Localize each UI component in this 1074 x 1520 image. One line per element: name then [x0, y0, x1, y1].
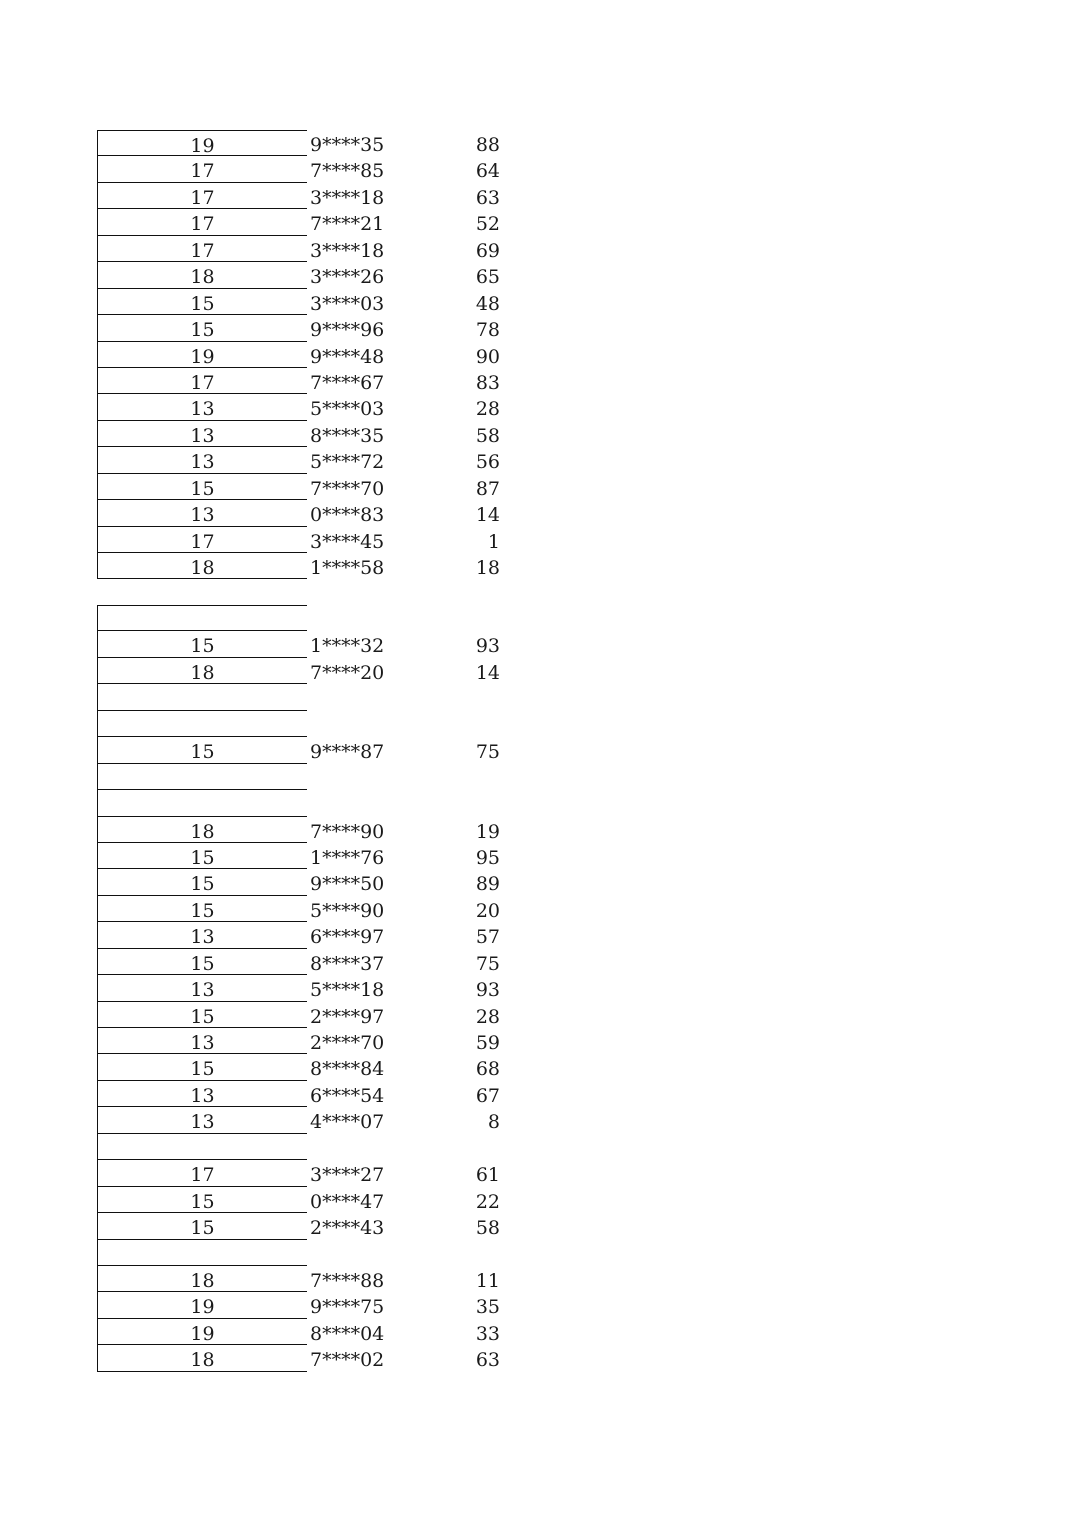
- table-row: [97, 315, 517, 341]
- table-row: [97, 421, 517, 447]
- masked-id-cell: 9****50: [310, 873, 385, 896]
- score-cell: 8: [487, 1111, 500, 1134]
- age-cell: 15: [97, 1187, 307, 1213]
- table-row: [97, 527, 517, 553]
- masked-id-cell: 7****21: [310, 213, 385, 236]
- masked-id-cell: 1****58: [310, 557, 385, 579]
- score-cell: 64: [475, 160, 500, 183]
- masked-id-cell: 3****18: [310, 186, 385, 209]
- age-cell: 13: [97, 1107, 307, 1133]
- masked-id-cell: 9****75: [310, 1296, 385, 1319]
- score-cell: 75: [475, 741, 500, 764]
- score-cell: 83: [475, 371, 500, 394]
- table-row: [97, 1028, 517, 1054]
- age-cell: 18: [97, 1345, 307, 1371]
- masked-id-cell: 3****27: [310, 1164, 385, 1187]
- masked-id-cell: 7****85: [310, 160, 385, 183]
- age-cell: [97, 711, 307, 737]
- masked-id-cell: [310, 684, 420, 710]
- table-row: [97, 1319, 517, 1345]
- score-cell: 63: [475, 186, 500, 209]
- age-cell: 17: [97, 527, 307, 553]
- table-row: [97, 843, 517, 869]
- age-cell: 15: [97, 896, 307, 922]
- score-cell: 52: [475, 213, 500, 236]
- age-cell: 19: [97, 1319, 307, 1345]
- table-row: [97, 342, 517, 368]
- masked-id-cell: 2****97: [310, 1005, 385, 1028]
- masked-id-cell: 5****72: [310, 451, 385, 474]
- table-row: [97, 605, 517, 631]
- score-cell: 28: [475, 1005, 500, 1028]
- masked-id-cell: 8****35: [310, 424, 385, 447]
- masked-id-cell: 0****83: [310, 504, 385, 527]
- age-cell: 17: [97, 368, 307, 394]
- masked-id-cell: [310, 764, 420, 790]
- table-row: [97, 975, 517, 1001]
- table-row: [97, 500, 517, 526]
- table-row: [97, 817, 517, 843]
- age-cell: 18: [97, 658, 307, 684]
- age-cell: 19: [97, 342, 307, 368]
- age-cell: 18: [97, 262, 307, 288]
- table-row: [97, 394, 517, 420]
- masked-id-cell: 7****88: [310, 1269, 385, 1292]
- masked-id-cell: 5****18: [310, 979, 385, 1002]
- masked-id-cell: 7****70: [310, 477, 385, 500]
- age-cell: [97, 1134, 307, 1160]
- score-cell: [420, 764, 500, 790]
- masked-id-cell: [310, 790, 420, 816]
- score-cell: [420, 1240, 500, 1266]
- table-row: [97, 949, 517, 975]
- table-row: [97, 737, 517, 763]
- table-row: [97, 130, 517, 156]
- masked-id-cell: 2****43: [310, 1217, 385, 1240]
- table-row: [97, 1213, 517, 1239]
- score-cell: 87: [475, 477, 500, 500]
- table-row: [97, 553, 517, 579]
- masked-id-cell: 7****20: [310, 661, 385, 684]
- masked-id-cell: 9****35: [310, 134, 385, 156]
- score-cell: 57: [475, 926, 500, 949]
- score-cell: 14: [475, 661, 500, 684]
- score-cell: 11: [475, 1269, 500, 1292]
- table-row: [97, 183, 517, 209]
- age-cell: 15: [97, 949, 307, 975]
- table-row: [97, 236, 517, 262]
- table-row: [97, 289, 517, 315]
- score-cell: 93: [475, 979, 500, 1002]
- age-cell: [97, 605, 307, 631]
- masked-id-cell: 7****90: [310, 820, 385, 843]
- masked-id-cell: 8****04: [310, 1322, 385, 1345]
- masked-id-cell: 3****03: [310, 292, 385, 315]
- masked-id-cell: [310, 1240, 420, 1266]
- score-cell: 35: [475, 1296, 500, 1319]
- age-cell: 13: [97, 447, 307, 473]
- score-cell: 59: [475, 1032, 500, 1054]
- age-cell: 15: [97, 289, 307, 315]
- table-row: [97, 1187, 517, 1213]
- table-row: [97, 1266, 517, 1292]
- masked-id-cell: 8****37: [310, 952, 385, 975]
- table-row: [97, 1160, 517, 1186]
- score-cell: [420, 711, 500, 737]
- score-cell: [420, 684, 500, 710]
- age-cell: 13: [97, 421, 307, 447]
- age-cell: 13: [97, 394, 307, 420]
- age-cell: 13: [97, 922, 307, 948]
- score-cell: [420, 605, 500, 631]
- masked-id-cell: 7****67: [310, 371, 385, 394]
- masked-id-cell: 3****26: [310, 266, 385, 289]
- masked-id-cell: 3****45: [310, 530, 385, 553]
- score-cell: 93: [475, 635, 500, 658]
- score-cell: 63: [475, 1349, 500, 1372]
- table-row: [97, 1345, 517, 1371]
- masked-id-cell: 6****54: [310, 1084, 385, 1107]
- score-cell: 89: [475, 873, 500, 896]
- age-cell: 15: [97, 1054, 307, 1080]
- table-row: [97, 1240, 517, 1266]
- age-cell: [97, 684, 307, 710]
- table-row: [97, 896, 517, 922]
- age-cell: 15: [97, 737, 307, 763]
- age-cell: 17: [97, 183, 307, 209]
- score-cell: 65: [475, 266, 500, 289]
- table-row: [97, 869, 517, 895]
- score-cell: 58: [475, 1217, 500, 1240]
- table-row: [97, 711, 517, 737]
- table-block-1: [97, 130, 517, 579]
- score-cell: 18: [475, 557, 500, 579]
- table-row: [97, 209, 517, 235]
- age-cell: 17: [97, 156, 307, 182]
- age-cell: 17: [97, 209, 307, 235]
- age-cell: 19: [97, 130, 307, 156]
- masked-id-cell: 7****02: [310, 1349, 385, 1372]
- table-row: [97, 684, 517, 710]
- age-cell: 15: [97, 315, 307, 341]
- age-cell: 17: [97, 1160, 307, 1186]
- score-cell: [420, 1134, 500, 1160]
- table-row: [97, 1002, 517, 1028]
- age-cell: 18: [97, 553, 307, 579]
- age-cell: [97, 764, 307, 790]
- masked-id-cell: 3****18: [310, 239, 385, 262]
- score-cell: 68: [475, 1058, 500, 1081]
- table-row: [97, 764, 517, 790]
- score-cell: 33: [475, 1322, 500, 1345]
- masked-id-cell: 1****32: [310, 635, 385, 658]
- age-cell: 18: [97, 817, 307, 843]
- masked-id-cell: 9****48: [310, 345, 385, 368]
- table-row: [97, 1081, 517, 1107]
- table-row: [97, 922, 517, 948]
- masked-id-cell: 8****84: [310, 1058, 385, 1081]
- age-cell: 15: [97, 631, 307, 657]
- score-cell: 1: [487, 530, 500, 553]
- table-row: [97, 631, 517, 657]
- masked-id-cell: 0****47: [310, 1190, 385, 1213]
- age-cell: 15: [97, 1002, 307, 1028]
- table-row: [97, 474, 517, 500]
- masked-id-cell: [310, 711, 420, 737]
- age-cell: 19: [97, 1292, 307, 1318]
- table-row: [97, 447, 517, 473]
- score-cell: 88: [475, 134, 500, 156]
- age-cell: 15: [97, 843, 307, 869]
- table-row: [97, 368, 517, 394]
- masked-id-cell: [310, 605, 420, 631]
- age-cell: 17: [97, 236, 307, 262]
- score-cell: 78: [475, 319, 500, 342]
- table-row: [97, 156, 517, 182]
- age-cell: 15: [97, 474, 307, 500]
- masked-id-cell: 9****96: [310, 319, 385, 342]
- masked-id-cell: 4****07: [310, 1111, 385, 1134]
- score-cell: 61: [475, 1164, 500, 1187]
- age-cell: [97, 1240, 307, 1266]
- age-cell: 13: [97, 1028, 307, 1054]
- score-cell: [420, 790, 500, 816]
- score-cell: 48: [475, 292, 500, 315]
- masked-id-cell: 5****90: [310, 899, 385, 922]
- score-cell: 67: [475, 1084, 500, 1107]
- masked-id-cell: 6****97: [310, 926, 385, 949]
- table-row: [97, 1134, 517, 1160]
- score-cell: 90: [475, 345, 500, 368]
- score-cell: 56: [475, 451, 500, 474]
- masked-id-cell: [310, 1134, 420, 1160]
- masked-id-cell: 1****76: [310, 846, 385, 869]
- score-cell: 58: [475, 424, 500, 447]
- age-cell: 13: [97, 500, 307, 526]
- score-cell: 69: [475, 239, 500, 262]
- score-cell: 20: [475, 899, 500, 922]
- masked-id-cell: 9****87: [310, 741, 385, 764]
- age-cell: 18: [97, 1266, 307, 1292]
- score-cell: 28: [475, 398, 500, 421]
- table-row: [97, 658, 517, 684]
- table-row: [97, 1107, 517, 1133]
- masked-id-cell: 5****03: [310, 398, 385, 421]
- table-row: [97, 790, 517, 816]
- score-cell: 14: [475, 504, 500, 527]
- age-cell: 15: [97, 1213, 307, 1239]
- score-cell: 75: [475, 952, 500, 975]
- age-cell: 13: [97, 975, 307, 1001]
- score-cell: 95: [475, 846, 500, 869]
- age-cell: 13: [97, 1081, 307, 1107]
- age-cell: [97, 790, 307, 816]
- score-cell: 19: [475, 820, 500, 843]
- age-cell: 15: [97, 869, 307, 895]
- table-row: [97, 1054, 517, 1080]
- score-cell: 22: [475, 1190, 500, 1213]
- table-block-2: [97, 605, 517, 1372]
- table-row: [97, 262, 517, 288]
- table-row: [97, 1292, 517, 1318]
- masked-id-cell: 2****70: [310, 1032, 385, 1054]
